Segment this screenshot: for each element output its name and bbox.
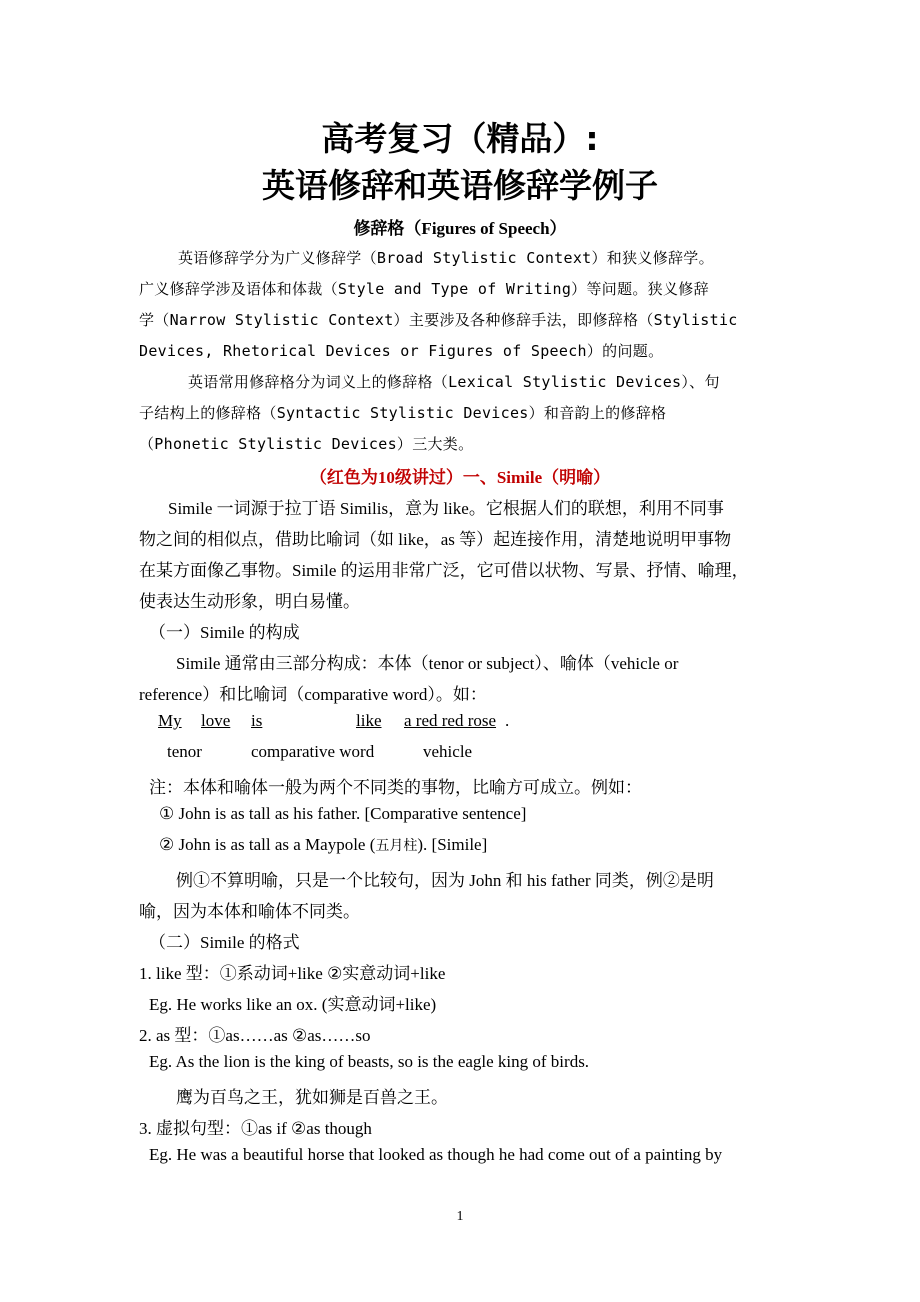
note: 注：本体和喻体一般为两个不同类的事物，比喻方可成立。例如： (149, 778, 642, 797)
intro-line-1: 英语修辞学分为广义修辞学（Broad Stylistic Context）和狭义修辞学。 (178, 249, 714, 267)
format-2-example: Eg. As the lion is the king of beasts, so is the eagle king of birds. (149, 1052, 590, 1071)
example-word-love: love (201, 711, 231, 730)
label-comparative-word: comparative word (251, 742, 375, 761)
example-word-like: like (356, 711, 382, 730)
intro-line-2: 广义修辞学涉及语体和体裁（Style and Type of Writing）等问题。狭义修辞 (139, 280, 709, 298)
simile-def-line-3: 在某方面像乙事物。Simile 的运用非常广泛，它可借以状物、写景、抒情、喻理， (139, 561, 749, 580)
title-line-2: 英语修辞和英语修辞学例子 (262, 166, 658, 205)
page-number: 1 (456, 1209, 464, 1224)
intro-line-5: 英语常用修辞格分为词义上的修辞格（Lexical Stylistic Devices）、句 (188, 373, 720, 391)
example-2-a: ② John is as tall as a Maypole ( (159, 835, 376, 854)
intro-line-3: 学（Narrow Stylistic Context）主要涉及各种修辞手法，即修辞格（Stylistic (139, 311, 738, 329)
composition-line-2: reference）和比喻词（comparative word）。如： (139, 685, 487, 704)
intro-line-6: 子结构上的修辞格（Syntactic Stylistic Devices）和音韵上的修辞格 (139, 404, 667, 422)
simile-def-line-1: Simile 一词源于拉丁语 Similis，意为 like。它根据人们的联想，利用不同事 (168, 499, 724, 518)
example-word-rose: a red red rose (404, 711, 497, 730)
simile-def-line-2: 物之间的相似点，借助比喻词（如 like，as 等）起连接作用，清楚地说明甲事物 (139, 530, 732, 549)
intro-line-7: （Phonetic Stylistic Devices）三大类。 (139, 435, 474, 453)
format-1-example: Eg. He works like an ox. (实意动词+like) (149, 995, 437, 1014)
format-1: 1. like 型：①系动词+like ②实意动词+like (139, 964, 446, 983)
example-2-c: ). [Simile] (417, 835, 488, 854)
explain-line-2: 喻，因为本体和喻体不同类。 (139, 902, 360, 921)
example-1: ① John is as tall as his father. [Comparative sentence] (159, 804, 527, 823)
subtitle: 修辞格（Figures of Speech） (353, 219, 567, 238)
label-vehicle: vehicle (423, 742, 473, 761)
format-2: 2. as 型：①as……as ②as……so (139, 1026, 371, 1045)
example-word-is-text: is (251, 711, 263, 730)
format-2-translation: 鹰为百鸟之王，犹如狮是百兽之王。 (176, 1088, 448, 1107)
example-period: . (505, 711, 510, 730)
section-heading: （红色为10级讲过）一、Simile（明喻） (309, 468, 611, 487)
label-tenor: tenor (167, 742, 202, 761)
explain-line-1: 例①不算明喻，只是一个比较句，因为 John 和 his father 同类，例②是明 (176, 871, 714, 890)
format-3-example: Eg. He was a beautiful horse that looked as though he had come out of a painting by (149, 1145, 723, 1164)
format-3: 3. 虚拟句型：①as if ②as though (139, 1119, 372, 1138)
intro-line-4: Devices, Rhetorical Devices or Figures of Speech）的问题。 (139, 342, 664, 360)
subheading-composition: （一）Simile 的构成 (149, 623, 300, 642)
subheading-format: （二）Simile 的格式 (149, 933, 300, 952)
example-2-maypole-cn: 五月柱 (375, 839, 418, 854)
example-2 (159, 835, 487, 855)
composition-line-1: Simile 通常由三部分构成：本体（tenor or subject）、喻体（vehicle or (176, 654, 679, 673)
simile-def-line-4: 使表达生动形象，明白易懂。 (139, 592, 360, 611)
title-line-1: 高考复习（精品）: (321, 119, 599, 158)
example-word-my: My (158, 711, 182, 730)
